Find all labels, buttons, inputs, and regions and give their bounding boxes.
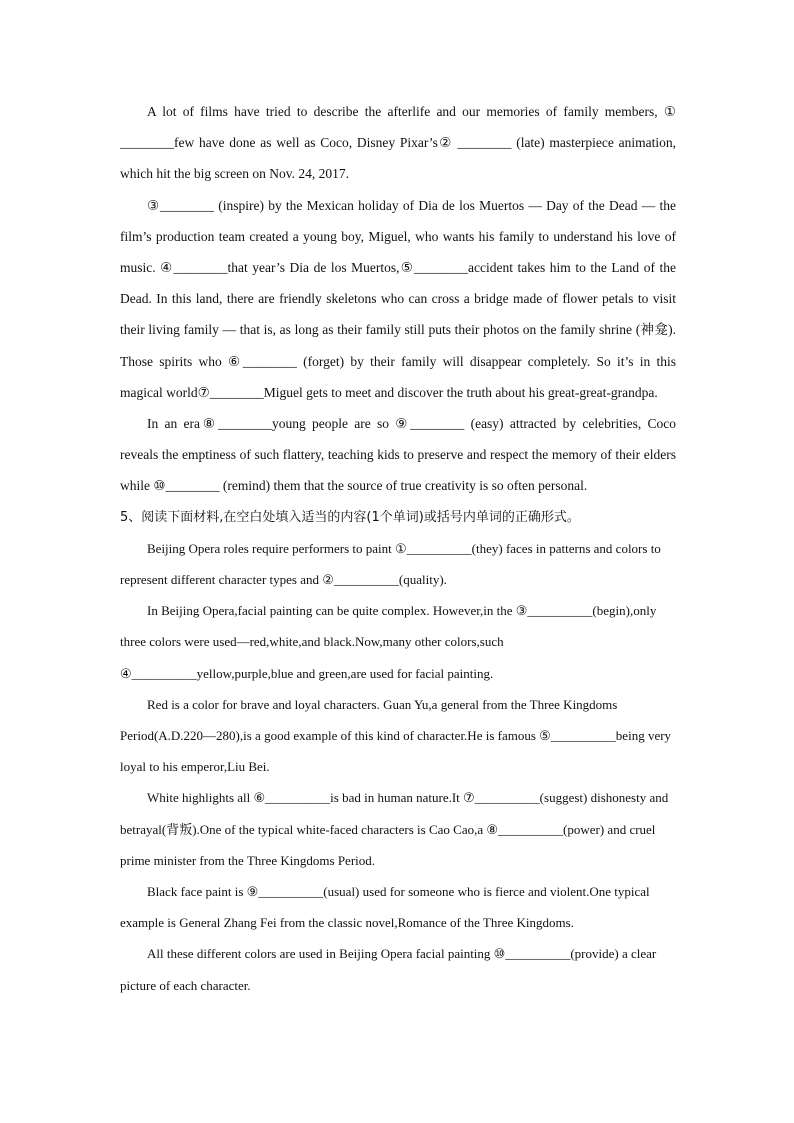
section5-paragraph-2: In Beijing Opera,facial painting can be quite complex. However,in the ③__________(begin),only three colors were used—red,white,and black.Now,many other colors,such ④__________yellow,purple,blue and green,are used for facial painting. xyxy=(120,603,657,681)
document-page xyxy=(120,96,676,1001)
passage1-paragraph-3: In an era⑧________young people are so ⑨________ (easy) attracted by celebrities, Coco reveals the emptiness of such flattery, teaching kids to preserve and respect the memory of their elders while ⑩________ (remind) them that the source of true creativity is so often personal. xyxy=(120,416,676,494)
section5-paragraph-3: Red is a color for brave and loyal characters. Guan Yu,a general from the Three Kingdoms Period(A.D.220—280),is a good example of this kind of character.He is famous ⑤__________being very loyal to his emperor,Liu Bei. xyxy=(120,696,672,775)
passage1-paragraph-1: A lot of films have tried to describe the afterlife and our memories of family members, ① ________few have done as well as Coco, Disney Pixar’s② ________ (late) masterpiece animation, which hit the big screen on Nov. 24, 2017. xyxy=(120,104,676,182)
section5-paragraph-5: Black face paint is ⑨__________(usual) used for someone who is fierce and violent.One typical example is General Zhang Fei from the classic novel,Romance of the Three Kingdoms. xyxy=(120,884,650,931)
section5-paragraph-4: White highlights all ⑥__________is bad in human nature.It ⑦__________(suggest) dishonesty and betrayal(背叛).One of the typical white-faced characters is Cao Cao,a ⑧__________(power) and cruel prime minister from the Three Kingdoms Period. xyxy=(120,790,669,868)
passage1-paragraph-2: ③________ (inspire) by the Mexican holiday of Dia de los Muertos — Day of the Dead — the film’s production team created a young boy, Miguel, who wants his family to understand his love of music. ④________that year’s Dia de los Muertos,⑤________accident takes him to the Land of the Dead. In this land, there are friendly skeletons who can cross a bridge made of flower petals to visit their living family — that is, as long as their family still puts their photos on the family shrine (神龛). Those spirits who ⑥________ (forget) by their family will disappear completely. So it’s in this magical world⑦________Miguel gets to meet and discover the truth about his great-great-grandpa. xyxy=(120,197,676,400)
section5-paragraph-1: Beijing Opera roles require performers to paint ①__________(they) faces in patterns and colors to represent different character types and ②__________(quality). xyxy=(120,540,661,588)
section5-paragraph-6: All these different colors are used in Beijing Opera facial painting ⑩__________(provide) a clear picture of each character. xyxy=(120,946,657,993)
section5-title: 5、阅读下面材料,在空白处填入适当的内容(1个单词)或括号内单词的正确形式。 xyxy=(120,509,580,525)
